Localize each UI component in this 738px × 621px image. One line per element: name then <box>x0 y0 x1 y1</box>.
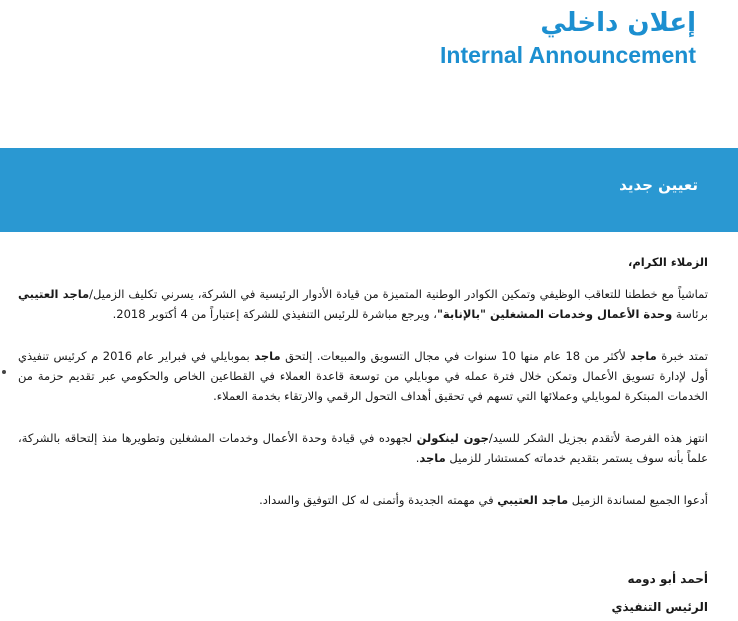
p2-text-3: بموبايلي في فبراير عام 2016 م كرئيس تنفيذي أول لإدارة تسويق الأعمال وتمكن خلال فترة عمله في موبايلي من توسعة قاعدة العملاء في القطاعين الخاص والحكومي عبر تقديم حزمة من الخدمات المبتكرة لموبايلي وعملائها التي تسهم في تحقيق أهداف التحول الرقمي والارتقاء بخدمة العملاء. <box>18 349 708 403</box>
p1-text-3: ، ويرجع مباشرة للرئيس التنفيذي للشركة إعتباراً من 4 أكتوبر 2018. <box>112 307 437 321</box>
paragraph-3 <box>18 428 708 468</box>
announcement-header <box>0 0 738 148</box>
p3-text-1: انتهز هذه الفرصة لأتقدم بجزيل الشكر للسيد/ <box>488 431 708 445</box>
p2-text-1: تمتد خبرة <box>656 349 708 363</box>
p1-bold-2: وحدة الأعمال وخدمات المشغلين "بالإنابة" <box>436 307 673 321</box>
p2-bold-1: ماجد <box>630 349 657 363</box>
p2-text-2: لأكثر من 18 عام منها 10 سنوات في مجال التسويق والمبيعات. إلتحق <box>280 349 631 363</box>
p4-text-2: في مهمته الجديدة وأتمنى له كل التوفيق والسداد. <box>259 493 498 507</box>
p3-bold-1: جون لينكولن <box>416 431 489 445</box>
paragraph-1 <box>18 284 708 324</box>
p1-text-1: تماشياً مع خططنا للتعاقب الوظيفي وتمكين الكوادر الوطنية المتميزة من قيادة الأدوار الرئيسية في الشركة، يسرني تكليف الزميل/ <box>89 287 708 301</box>
banner-title: تعيين جديد <box>619 176 698 194</box>
p1-bold-1: ماجد العتيبي <box>18 287 90 301</box>
p4-text-1: أدعوا الجميع لمساندة الزميل <box>568 493 708 507</box>
banner <box>0 148 738 232</box>
p3-text-3: . <box>415 451 420 465</box>
p1-text-2: برئاسة <box>672 307 708 321</box>
p4-bold-1: ماجد العتيبي <box>497 493 569 507</box>
margin-mark <box>2 370 6 374</box>
signature-block <box>611 565 708 621</box>
salutation: الزملاء الكرام، <box>628 255 708 269</box>
title-arabic: إعلان داخلي <box>540 8 696 38</box>
p2-bold-2: ماجد <box>254 349 281 363</box>
p3-text-2: لجهوده في قيادة وحدة الأعمال وخدمات المشغلين وتطويرها منذ إلتحاقه بالشركة، علماً بأنه سوف يستمر بتقديم خدماته كمستشار للزميل <box>18 431 708 465</box>
p3-bold-2: ماجد <box>419 451 446 465</box>
paragraph-4 <box>18 490 708 510</box>
signatory-role: الرئيس التنفيذي <box>611 600 708 614</box>
title-english: Internal Announcement <box>440 42 696 68</box>
signatory-name: أحمد أبو دومه <box>627 572 708 586</box>
paragraph-2 <box>18 346 708 406</box>
announcement-body <box>18 252 708 526</box>
